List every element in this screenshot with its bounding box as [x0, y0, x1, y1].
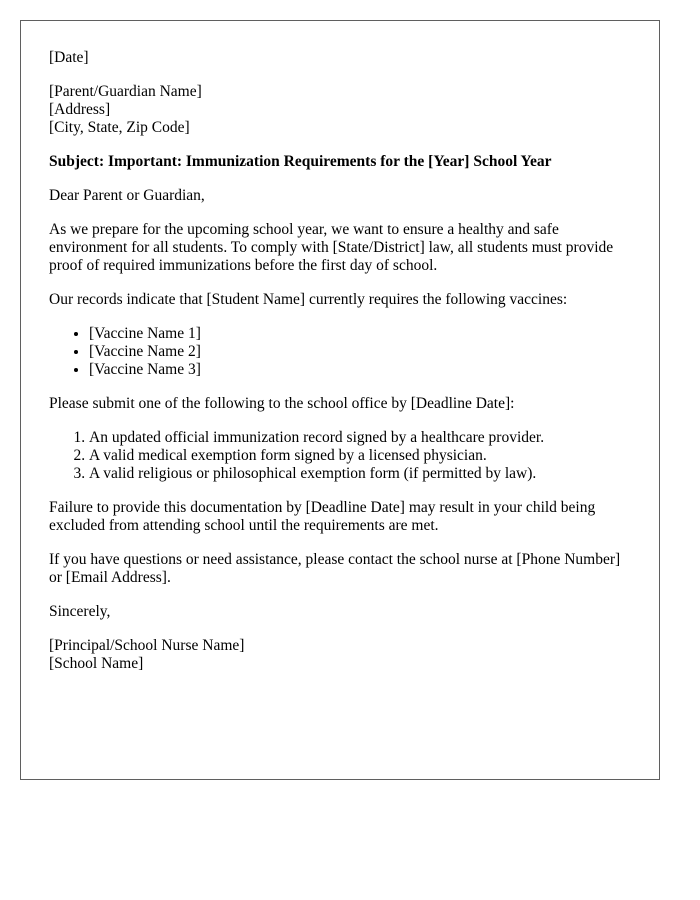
vaccine-list-item: • [Vaccine Name 3]	[89, 361, 631, 379]
signature-school: [School Name]	[49, 655, 144, 672]
recipient-address: [Address]	[49, 101, 111, 118]
records-paragraph: Our records indicate that [Student Name] currently requires the following vaccines:	[49, 291, 568, 308]
submission-option-item: 3. A valid religious or philosophical exemption form (if permitted by law).	[89, 465, 631, 483]
letter-salutation: Dear Parent or Guardian,	[49, 187, 205, 204]
signature-name: [Principal/School Nurse Name]	[49, 637, 245, 654]
vaccine-list	[49, 325, 631, 379]
submission-option-item: 1. An updated official immunization record signed by a healthcare provider.	[89, 429, 631, 447]
intro-paragraph: As we prepare for the upcoming school year, we want to ensure a healthy and safe environment for all students. To comply with [State/District] law, all students must provide proof of required immunizations before the first day of school.	[49, 221, 614, 274]
failure-paragraph: Failure to provide this documentation by [Deadline Date] may result in your child being excluded from attending school until the requirements are met.	[49, 499, 596, 534]
signature-block	[49, 637, 631, 673]
recipient-address-block	[49, 83, 631, 137]
submission-options-list	[49, 429, 631, 483]
letter-closing: Sincerely,	[49, 603, 111, 620]
letter-page	[20, 20, 660, 780]
submission-option-item: 2. A valid medical exemption form signed by a licensed physician.	[89, 447, 631, 465]
vaccine-list-item: • [Vaccine Name 1]	[89, 325, 631, 343]
contact-paragraph: If you have questions or need assistance, please contact the school nurse at [Phone Number] or [Email Address].	[49, 551, 621, 586]
submit-instruction-paragraph: Please submit one of the following to the school office by [Deadline Date]:	[49, 395, 515, 412]
vaccine-list-item: • [Vaccine Name 2]	[89, 343, 631, 361]
recipient-city-state-zip: [City, State, Zip Code]	[49, 119, 190, 136]
recipient-name: [Parent/Guardian Name]	[49, 83, 202, 100]
letter-subject: Subject: Important: Immunization Requirements for the [Year] School Year	[49, 153, 552, 170]
letter-date: [Date]	[49, 49, 89, 66]
